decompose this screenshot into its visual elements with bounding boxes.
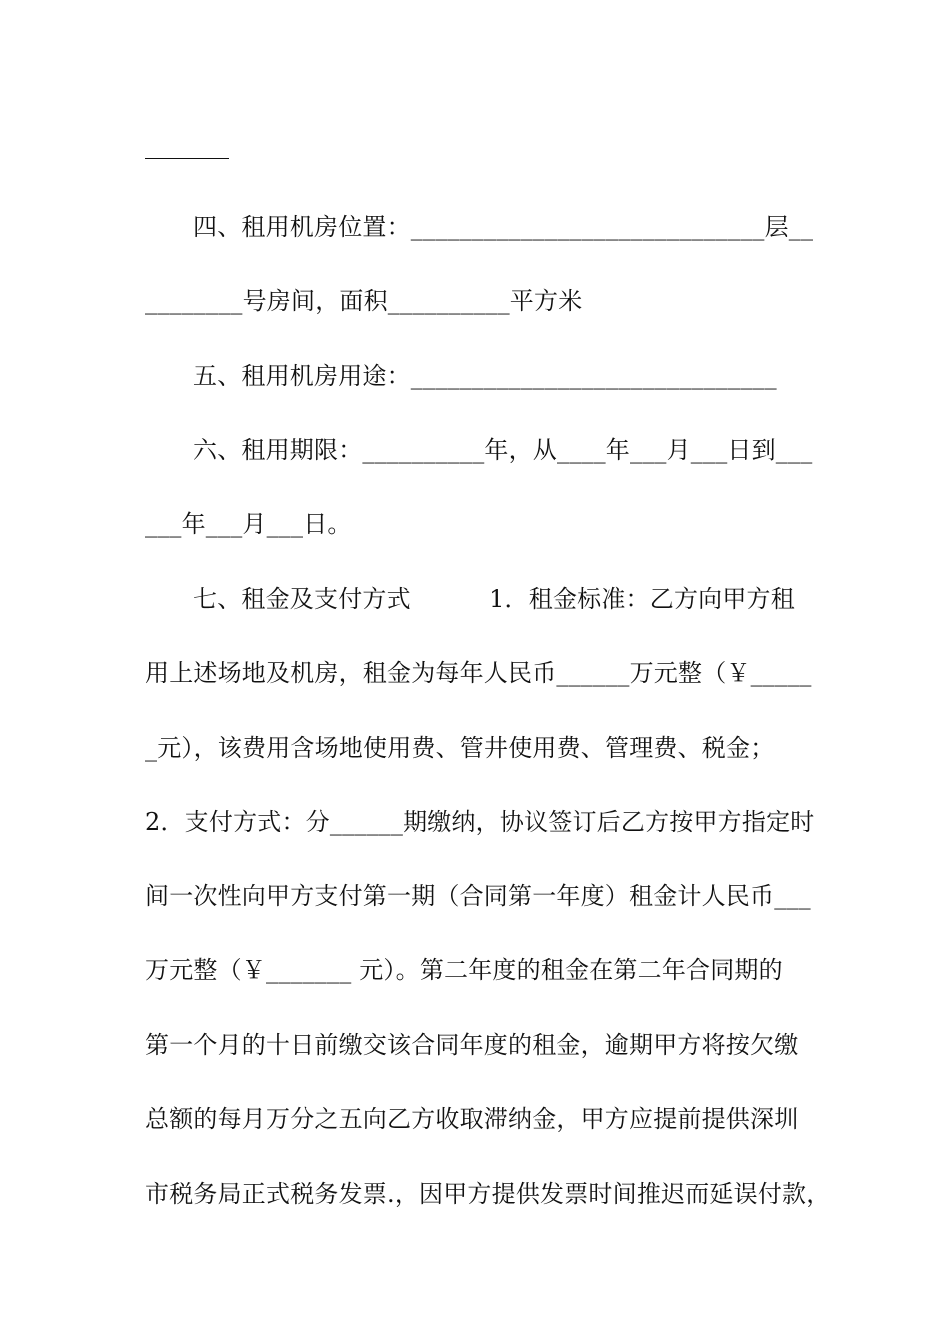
- fill-in-blank-line: [145, 158, 229, 159]
- paragraph-line: _元），该费用含场地使用费、管井使用费、管理费、税金；: [145, 734, 775, 762]
- clause-6-term-cont: ___年___月___日。: [145, 510, 352, 538]
- paragraph-line: 间一次性向甲方支付第一期（合同第一年度）租金计人民币___: [145, 882, 811, 910]
- clause-6-term: 六、租用期限：__________年，从____年___月___日到___: [193, 436, 813, 464]
- paragraph-line: 用上述场地及机房，租金为每年人民币______万元整（￥_____: [145, 659, 812, 687]
- paragraph-line: 第一个月的十日前缴交该合同年度的租金，逾期甲方将按欠缴: [145, 1031, 799, 1059]
- paragraph-line: 2．支付方式：分______期缴纳，协议签订后乙方按甲方指定时: [145, 808, 815, 836]
- paragraph-line: 市税务局正式税务发票.，因甲方提供发票时间推迟而延误付款，: [145, 1180, 831, 1208]
- clause-4-location: 四、租用机房位置：_____________________________层__: [193, 213, 814, 241]
- paragraph-line: 万元整（￥_______ 元）。第二年度的租金在第二年合同期的: [145, 956, 783, 984]
- clause-4-location-cont: ________号房间，面积__________平方米: [145, 287, 583, 315]
- clause-7-rent: 七、租金及支付方式 1．租金标准：乙方向甲方租: [193, 585, 795, 613]
- paragraph-line: 总额的每月万分之五向乙方收取滞纳金，甲方应提前提供深圳: [145, 1105, 799, 1133]
- clause-5-purpose: 五、租用机房用途：______________________________: [193, 362, 777, 390]
